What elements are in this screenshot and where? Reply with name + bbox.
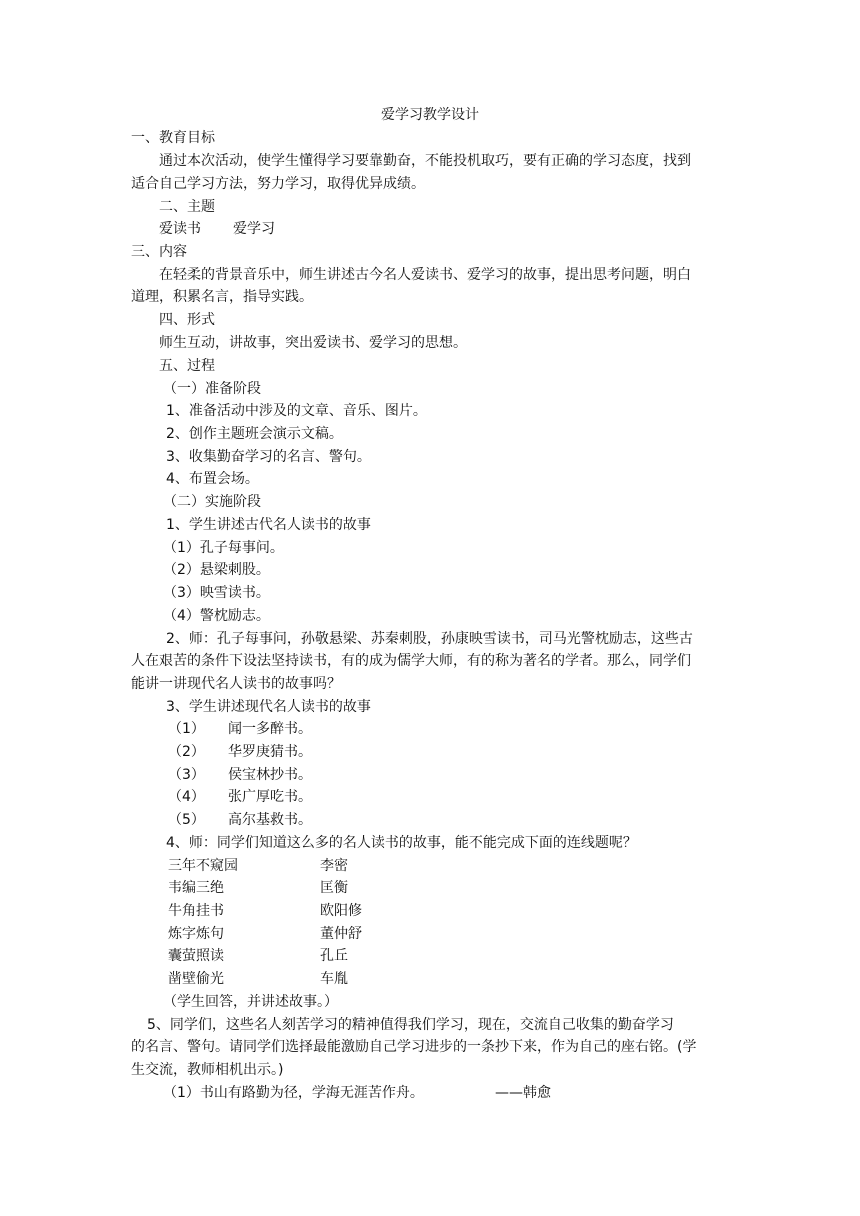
ancient-story-item: （3）映雪读书。 — [163, 585, 270, 601]
section-5-heading: 五、过程 — [159, 358, 215, 374]
prep-item: 1、准备活动中涉及的文章、音乐、图片。 — [166, 403, 427, 419]
matching-right: 孔丘 — [320, 948, 348, 964]
matching-row — [168, 947, 348, 965]
matching-right: 董仲舒 — [320, 926, 362, 942]
modern-story-item — [168, 743, 312, 761]
matching-row — [168, 902, 362, 920]
modern-story-item — [168, 788, 312, 806]
matching-right: 车胤 — [320, 971, 348, 987]
step-5-paragraph-line: 生交流，教师相机出示。) — [131, 1062, 284, 1078]
stage-1-heading: （一）准备阶段 — [163, 381, 261, 397]
step-2-paragraph-line: 能讲一讲现代名人读书的故事吗？ — [131, 676, 341, 692]
theme-b: 爱学习 — [233, 221, 275, 237]
section-3-paragraph-line: 道理，积累名言，指导实践。 — [131, 289, 313, 305]
step-1-heading: 1、学生讲述古代名人读书的故事 — [166, 517, 371, 533]
matching-row — [168, 925, 362, 943]
document-title: 爱学习教学设计 — [381, 107, 479, 123]
matching-left: 炼字炼句 — [168, 926, 224, 942]
matching-row — [168, 970, 348, 988]
theme-line — [159, 220, 275, 238]
prep-item: 3、收集勤奋学习的名言、警句。 — [166, 449, 371, 465]
matching-right: 李密 — [320, 858, 348, 874]
quote-line — [163, 1084, 551, 1102]
modern-story-number: （4） — [168, 789, 205, 805]
step-4-paragraph-line: 4、师：同学们知道这么多的名人读书的故事，能不能完成下面的连线题呢？ — [166, 835, 637, 851]
section-1-paragraph-line: 适合自己学习方法，努力学习，取得优异成绩。 — [131, 176, 425, 192]
section-4-paragraph-line: 师生互动，讲故事，突出爱读书、爱学习的思想。 — [159, 335, 467, 351]
matching-left: 三年不窥园 — [168, 858, 238, 874]
quote-text: （1）书山有路勤为径，学海无涯苦作舟。 — [163, 1085, 424, 1101]
step-5-paragraph-line: 5、同学们，这些名人刻苦学习的精神值得我们学习，现在，交流自己收集的勤奋学习 — [147, 1017, 674, 1033]
modern-story-text: 高尔基救书。 — [228, 812, 312, 828]
section-3-paragraph-line: 在轻柔的背景音乐中，师生讲述古今名人爱读书、爱学习的故事，提出思考问题，明白 — [159, 267, 691, 283]
matching-right: 匡衡 — [320, 880, 348, 896]
ancient-story-item: （1）孔子每事问。 — [163, 540, 284, 556]
section-4-heading: 四、形式 — [159, 312, 215, 328]
modern-story-item — [168, 811, 312, 829]
step-5-paragraph-line: 的名言、警句。请同学们选择最能激励自己学习进步的一条抄下来，作为自己的座右铭。(学 — [131, 1039, 697, 1055]
section-1-paragraph-line: 通过本次活动，使学生懂得学习要靠勤奋，不能投机取巧，要有正确的学习态度，找到 — [159, 153, 691, 169]
section-1-heading: 一、教育目标 — [131, 130, 215, 146]
matching-left: 囊萤照读 — [168, 948, 224, 964]
stage-2-heading: （二）实施阶段 — [163, 494, 261, 510]
step-3-heading: 3、学生讲述现代名人读书的故事 — [166, 699, 371, 715]
modern-story-number: （3） — [168, 767, 205, 783]
matching-left: 凿壁偷光 — [168, 971, 224, 987]
section-3-heading: 三、内容 — [131, 244, 187, 260]
theme-a: 爱读书 — [159, 221, 201, 237]
prep-item: 2、创作主题班会演示文稿。 — [166, 426, 343, 442]
step-2-paragraph-line: 2、师：孔子每事问，孙敬悬梁、苏秦刺股，孙康映雪读书，司马光警枕励志，这些古 — [166, 631, 693, 647]
ancient-story-item: （4）警枕励志。 — [163, 608, 270, 624]
modern-story-text: 侯宝林抄书。 — [228, 767, 312, 783]
matching-row — [168, 857, 348, 875]
quote-author: ——韩愈 — [495, 1085, 551, 1101]
matching-left: 牛角挂书 — [168, 903, 224, 919]
matching-right: 欧阳修 — [320, 903, 362, 919]
step-2-paragraph-line: 人在艰苦的条件下设法坚持读书，有的成为儒学大师，有的称为著名的学者。那么，同学们 — [131, 653, 691, 669]
modern-story-number: （2） — [168, 744, 205, 760]
modern-story-text: 华罗庚猜书。 — [228, 744, 312, 760]
matching-left: 韦编三绝 — [168, 880, 224, 896]
modern-story-text: 张广厚吃书。 — [228, 789, 312, 805]
modern-story-item — [168, 766, 312, 784]
modern-story-number: （1） — [168, 721, 205, 737]
modern-story-item — [168, 720, 312, 738]
matching-row — [168, 879, 348, 897]
ancient-story-item: （2）悬梁刺股。 — [163, 562, 270, 578]
section-2-heading: 二、主题 — [159, 199, 215, 215]
answer-note: （学生回答，并讲述故事。） — [163, 994, 338, 1010]
modern-story-number: （5） — [168, 812, 205, 828]
prep-item: 4、布置会场。 — [166, 471, 259, 487]
modern-story-text: 闻一多醉书。 — [228, 721, 312, 737]
